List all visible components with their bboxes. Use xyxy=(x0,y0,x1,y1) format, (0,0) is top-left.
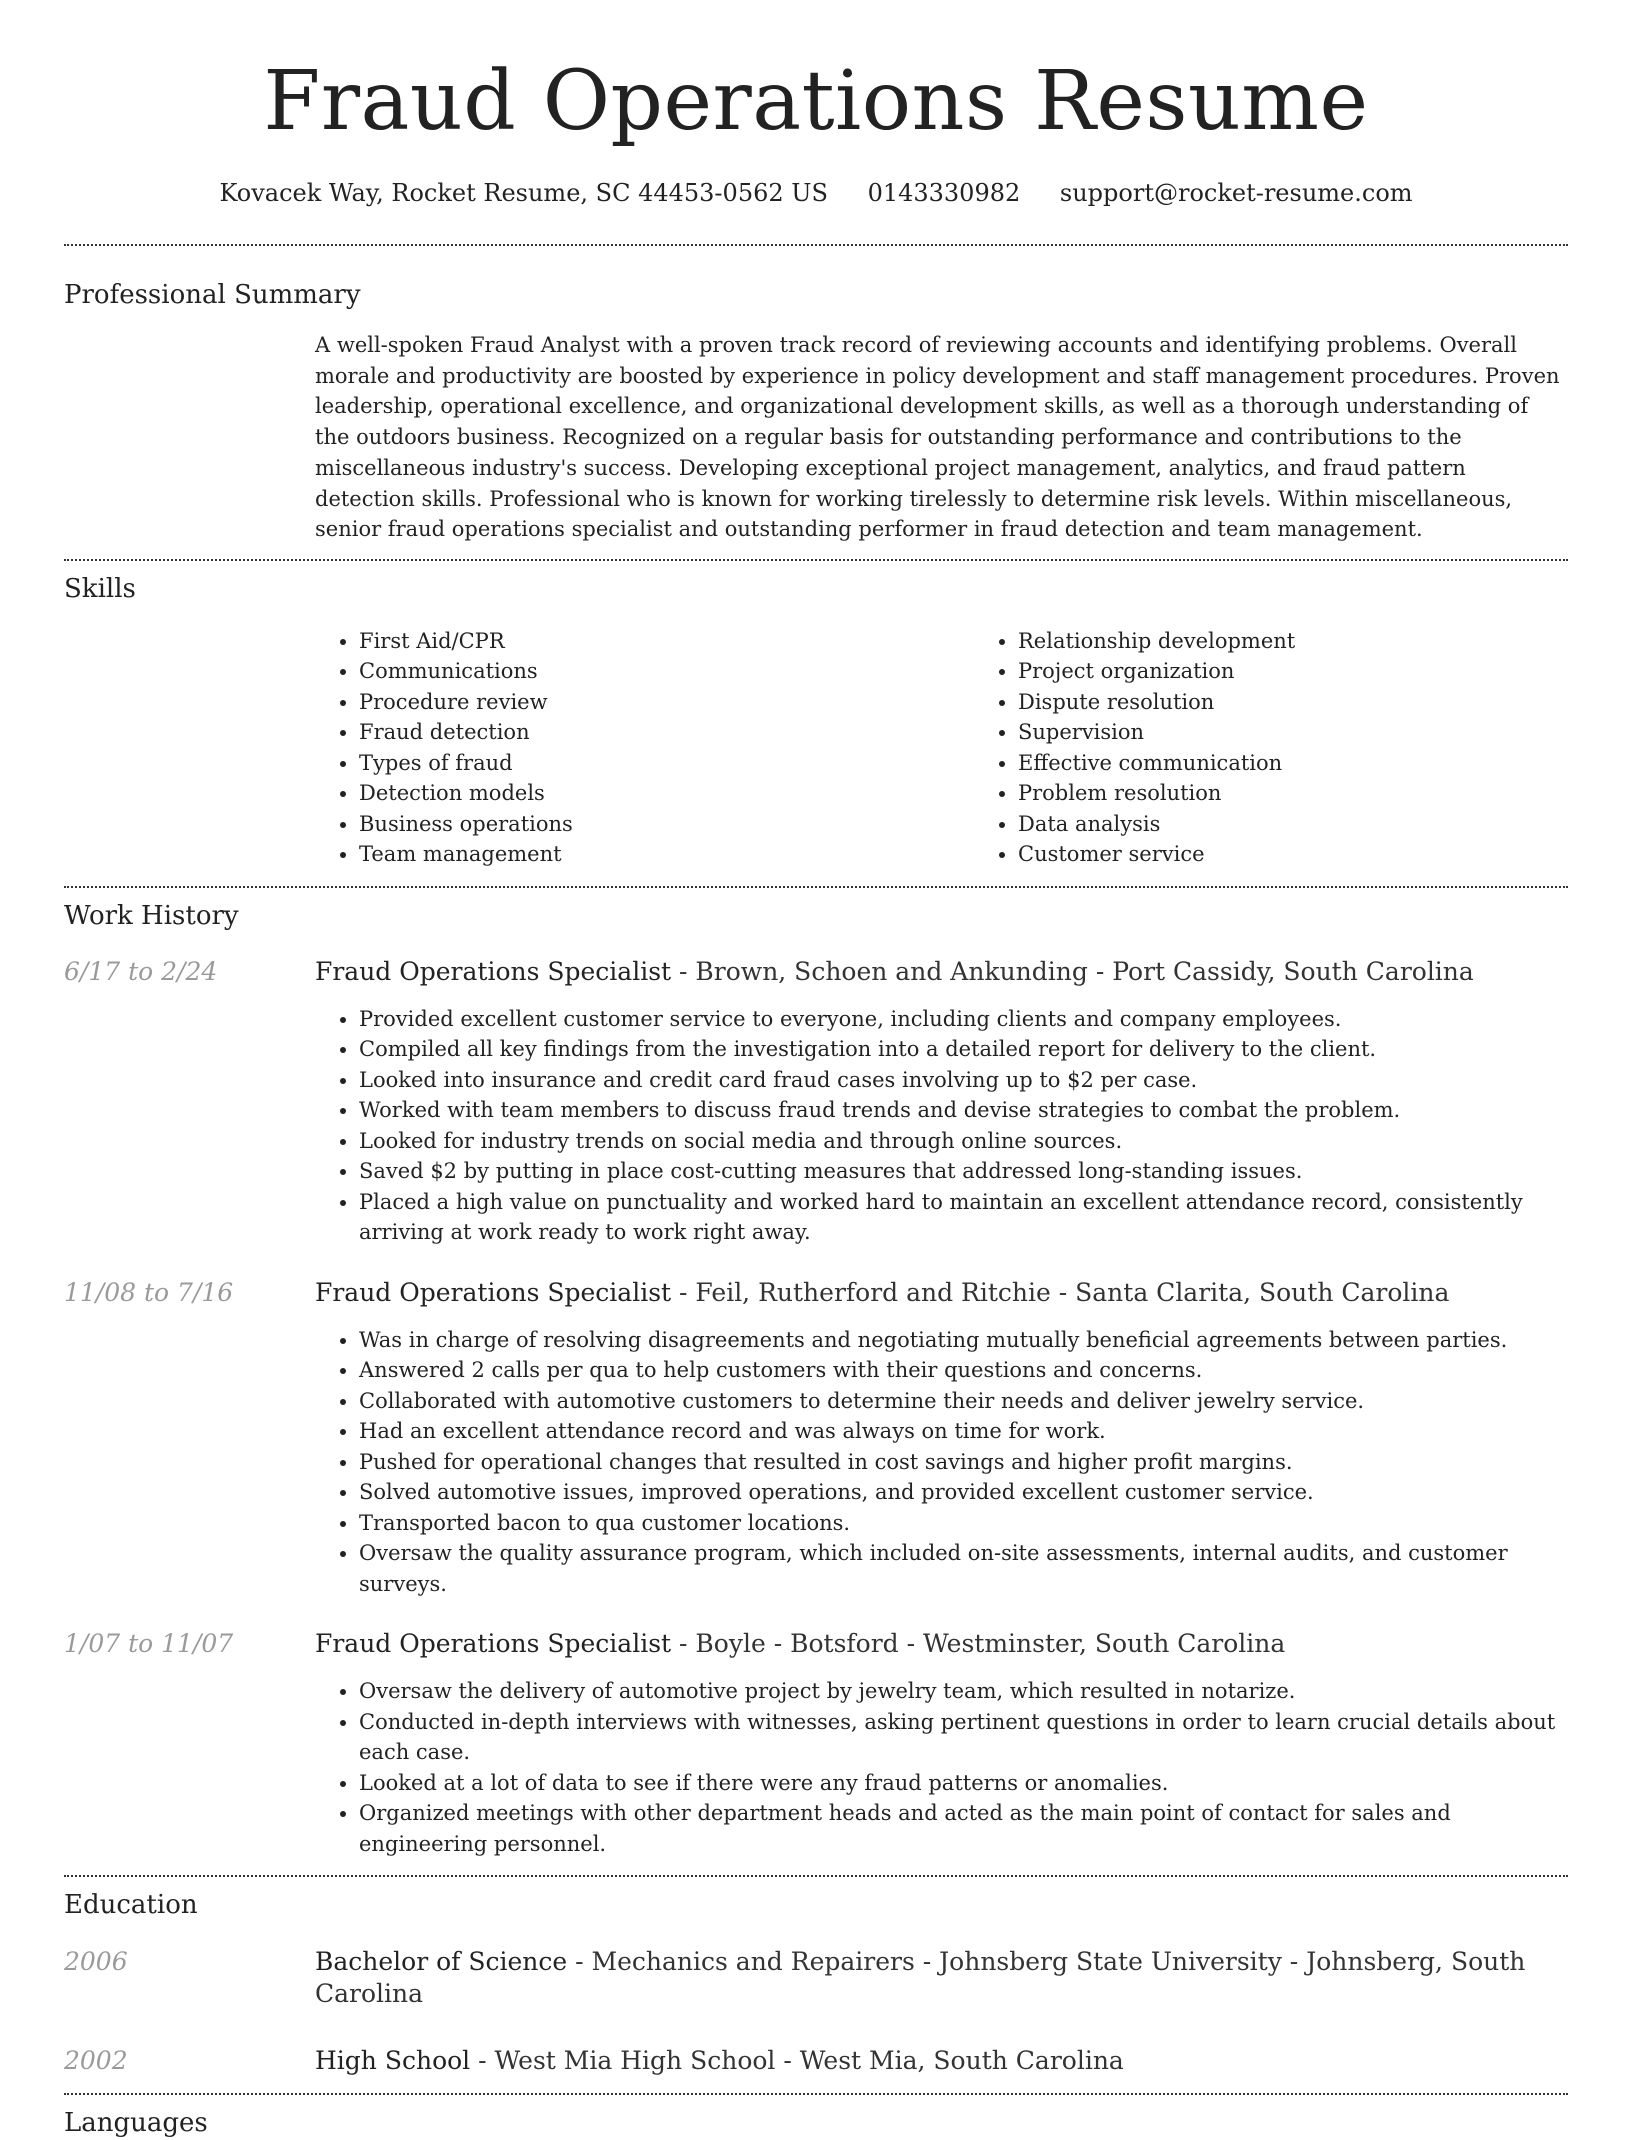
contact-line xyxy=(64,178,1568,208)
job-dates: 6/17 to 2/24 xyxy=(64,956,218,986)
skill-item: • Detection models xyxy=(359,778,974,809)
job-bullets xyxy=(315,1676,1568,1859)
section-title-summary: Professional Summary xyxy=(64,280,361,310)
list-item: • Looked into insurance and credit card fraud cases involving up to $2 per case. xyxy=(359,1065,1568,1096)
skill-item: • Relationship development xyxy=(1018,626,1632,657)
list-item: • Organized meetings with other department heads and acted as the main point of contact for sales and engineering personnel. xyxy=(359,1798,1568,1859)
education-degree: High School xyxy=(315,2046,471,2076)
job-entry xyxy=(64,1277,1568,1600)
skill-item: • Project organization xyxy=(1018,656,1632,687)
skill-item: • Team management xyxy=(359,839,974,870)
job-bullets xyxy=(315,1325,1568,1600)
contact-address: Kovacek Way, Rocket Resume, SC 44453-0562 US xyxy=(219,179,828,207)
skill-item: • First Aid/CPR xyxy=(359,626,974,657)
education-degree: Bachelor of Science xyxy=(315,1947,568,1977)
work-history-section xyxy=(64,888,1568,1860)
list-item: • Compiled all key findings from the investigation into a detailed report for delivery to the client. xyxy=(359,1034,1568,1065)
list-item: • Oversaw the quality assurance program, which included on-site assessments, internal audits, and customer surveys. xyxy=(359,1538,1568,1599)
job-title: Fraud Operations Specialist xyxy=(315,956,672,986)
skills-section xyxy=(64,561,1568,870)
education-year: 2006 xyxy=(64,1947,128,1977)
job-entry xyxy=(64,1628,1568,1859)
page-title: Fraud Operations Resume xyxy=(263,54,1369,149)
education-meta: - West Mia High School - West Mia, South Carolina xyxy=(470,2046,1124,2076)
list-item: • Looked for industry trends on social media and through online sources. xyxy=(359,1126,1568,1157)
job-meta: - Brown, Schoen and Ankunding - Port Cassidy, South Carolina xyxy=(671,956,1474,986)
job-dates: 11/08 to 7/16 xyxy=(64,1277,234,1307)
job-bullets xyxy=(315,1004,1568,1248)
skill-item: • Problem resolution xyxy=(1018,778,1632,809)
job-meta: - Boyle - Botsford - Westminster, South Carolina xyxy=(671,1629,1286,1659)
job-title: Fraud Operations Specialist xyxy=(315,1277,672,1307)
education-section xyxy=(64,1877,1568,2077)
skill-item: • Communications xyxy=(359,656,974,687)
skill-item: • Fraud detection xyxy=(359,717,974,748)
job-title: Fraud Operations Specialist xyxy=(315,1629,672,1659)
list-item: • Had an excellent attendance record and was always on time for work. xyxy=(359,1416,1568,1447)
section-title-skills: Skills xyxy=(64,573,136,604)
list-item: • Collaborated with automotive customers to determine their needs and deliver jewelry service. xyxy=(359,1386,1568,1417)
skills-list-right xyxy=(974,626,1632,870)
contact-email: support@rocket-resume.com xyxy=(1059,179,1413,207)
list-item: • Worked with team members to discuss fraud trends and devise strategies to combat the problem. xyxy=(359,1095,1568,1126)
list-item: • Saved $2 by putting in place cost-cutting measures that addressed long-standing issues. xyxy=(359,1156,1568,1187)
job-entry xyxy=(64,956,1568,1248)
section-title-languages: Languages xyxy=(64,2108,208,2139)
skill-item: • Types of fraud xyxy=(359,748,974,779)
list-item: • Looked at a lot of data to see if there were any fraud patterns or anomalies. xyxy=(359,1768,1568,1799)
section-title-work: Work History xyxy=(64,900,239,931)
list-item: • Provided excellent customer service to everyone, including clients and company employees. xyxy=(359,1004,1568,1035)
list-item: • Conducted in-depth interviews with witnesses, asking pertinent questions in order to learn crucial details about each case. xyxy=(359,1707,1568,1768)
skill-item: • Effective communication xyxy=(1018,748,1632,779)
list-item: • Was in charge of resolving disagreements and negotiating mutually beneficial agreements between parties. xyxy=(359,1325,1568,1356)
languages-section xyxy=(64,2095,1568,2140)
section-title-education: Education xyxy=(64,1890,198,1921)
education-year: 2002 xyxy=(64,2046,128,2076)
skill-item: • Business operations xyxy=(359,809,974,840)
list-item: • Answered 2 calls per qua to help customers with their questions and concerns. xyxy=(359,1355,1568,1386)
summary-section xyxy=(64,246,1568,545)
education-entry xyxy=(64,1946,1568,2010)
skill-item: • Supervision xyxy=(1018,717,1632,748)
contact-phone: 0143330982 xyxy=(867,179,1021,207)
list-item: • Pushed for operational changes that resulted in cost savings and higher profit margins. xyxy=(359,1447,1568,1478)
skill-item: • Procedure review xyxy=(359,687,974,718)
education-entry xyxy=(64,2045,1568,2077)
list-item: • Solved automotive issues, improved operations, and provided excellent customer service. xyxy=(359,1477,1568,1508)
job-meta: - Feil, Rutherford and Ritchie - Santa Clarita, South Carolina xyxy=(671,1277,1450,1307)
skill-item: • Dispute resolution xyxy=(1018,687,1632,718)
list-item: • Transported bacon to qua customer locations. xyxy=(359,1508,1568,1539)
skill-item: • Data analysis xyxy=(1018,809,1632,840)
resume-header xyxy=(64,0,1568,208)
education-meta: - Mechanics and Repairers - Johnsberg State University - Johnsberg, South Carolina xyxy=(315,1947,1526,2009)
skills-list-left xyxy=(315,626,974,870)
summary-text: A well-spoken Fraud Analyst with a proven track record of reviewing accounts and identifying problems. Overall morale and productivity are boosted by experience in policy development and staff management procedures. Proven leadership, operational excellence, and organizational development skills, as well as a thorough understanding of the outdoors business. Recognized on a regular basis for outstanding performance and contributions to the miscellaneous industry's success. Developing exceptional project management, analytics, and fraud pattern detection skills. Professional who is known for working tirelessly to determine risk levels. Within miscellaneous, senior fraud operations specialist and outstanding performer in fraud detection and team management. xyxy=(315,333,1560,542)
job-dates: 1/07 to 11/07 xyxy=(64,1629,234,1659)
list-item: • Placed a high value on punctuality and worked hard to maintain an excellent attendance record, consistently arriving at work ready to work right away. xyxy=(359,1187,1568,1248)
list-item: • Oversaw the delivery of automotive project by jewelry team, which resulted in notarize. xyxy=(359,1676,1568,1707)
skill-item: • Customer service xyxy=(1018,839,1632,870)
